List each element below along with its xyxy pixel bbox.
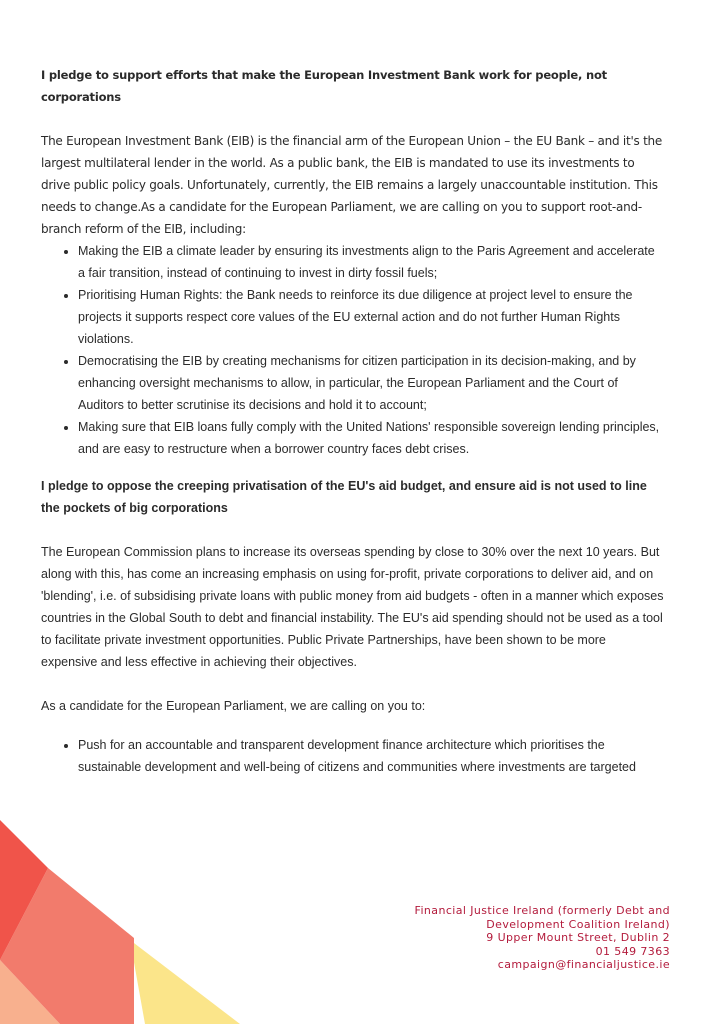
list-item: • Push for an accountable and transparent development finance architecture which prioritises the sustainable development and well-being of citizens and communities where investments are targeted — [78, 734, 665, 778]
deco-yellow-shape — [130, 940, 240, 1024]
section1-bullet-list — [41, 240, 665, 460]
section2-body: The European Commission plans to increase its overseas spending by close to 30% over the next 10 years. But along with this, has come an increasing emphasis on using for-profit, private corporations to deliver aid, and on 'blending', i.e. of subsidising private loans with public money from aid budgets - often in a manner which exposes countries in the Global South to debt and financial instability. The EU's aid spending should not be used as a tool to facilitate private investment opportunities. Public Private Partnerships, have been shown to be more expensive and less effective in achieving their objectives. — [41, 545, 664, 669]
section2-heading: I pledge to oppose the creeping privatisation of the EU's aid budget, and ensure aid is not used to line the pockets of big corporations — [41, 479, 647, 515]
document-body — [41, 64, 665, 778]
list-item: • Prioritising Human Rights: the Bank needs to reinforce its due diligence at project level to ensure the projects it supports respect core values of the EU external action and do not further Human Rights violations. — [78, 284, 665, 350]
org-address: 9 Upper Mount Street, Dublin 2 — [486, 931, 670, 945]
section2-call: As a candidate for the European Parliament, we are calling on you to: — [41, 699, 426, 713]
list-item: • Making the EIB a climate leader by ensuring its investments align to the Paris Agreement and accelerate a fair transition, instead of continuing to invest in dirty fossil fuels; — [78, 240, 665, 284]
org-name-line1: Financial Justice Ireland (formerly Debt and — [414, 904, 670, 917]
contact-footer — [415, 904, 670, 972]
org-email[interactable]: campaign@financialjustice.ie — [497, 958, 670, 972]
section1-intro: The European Investment Bank (EIB) is the financial arm of the European Union – the EU Bank – and it's the largest multilateral lender in the world. As a public bank, the EIB is mandated to use its investments to drive public policy goals. Unfortunately, currently, the EIB remains a largely unaccountable institution. This needs to change.As a candidate for the European Parliament, we are calling on you to support root-and-branch reform of the EIB, including: — [41, 134, 663, 236]
org-phone: 01 549 7363 — [595, 944, 670, 958]
org-name-line2: Development Coalition Ireland) — [486, 917, 670, 931]
section2-bullet-list — [41, 734, 665, 778]
list-item: • Democratising the EIB by creating mechanisms for citizen participation in its decision-making, and by enhancing oversight mechanisms to allow, in particular, the European Parliament and the Court of Auditors to better scrutinise its decisions and hold it to account; — [78, 350, 665, 416]
list-item: • Making sure that EIB loans fully comply with the United Nations' responsible sovereign lending principles, and are easy to restructure when a borrower country faces debt crises. — [78, 416, 665, 460]
decorative-triangles — [0, 820, 240, 1024]
section1-heading: I pledge to support efforts that make the European Investment Bank work for people, not corporations — [41, 68, 607, 104]
